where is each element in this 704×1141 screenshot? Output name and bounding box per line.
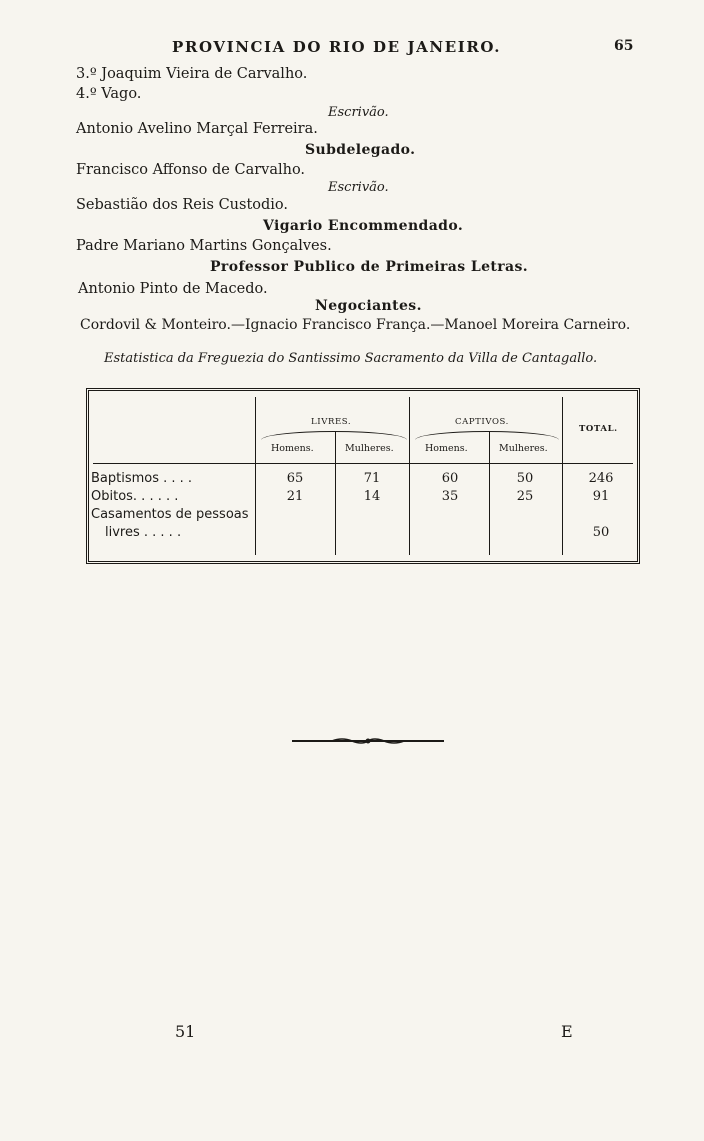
- section-heading: Negociantes.: [315, 298, 422, 314]
- text-line: Antonio Pinto de Macedo.: [78, 281, 268, 297]
- cell-value: 60: [441, 471, 459, 486]
- section-heading: Subdelegado.: [305, 142, 416, 158]
- header-mulheres: Mulheres.: [499, 443, 548, 454]
- text-line: 3.º Joaquim Vieira de Carvalho.: [76, 66, 308, 82]
- header-mulheres: Mulheres.: [345, 443, 394, 454]
- cell-value: 71: [363, 471, 381, 486]
- cell-value: 25: [516, 489, 534, 504]
- signature-number: 51: [175, 1022, 196, 1041]
- column-rule: [562, 397, 563, 555]
- statistics-table: [86, 388, 640, 564]
- cell-value: 35: [441, 489, 459, 504]
- text-line: Antonio Avelino Marçal Ferreira.: [76, 121, 318, 137]
- text-line: Sebastião dos Reis Custodio.: [76, 197, 289, 213]
- text-line: Padre Mariano Martins Gonçalves.: [76, 238, 332, 254]
- row-label: Obitos. . . . . .: [91, 489, 179, 504]
- header-livres: LIVRES.: [311, 417, 352, 427]
- section-heading: Professor Publico de Primeiras Letras.: [210, 259, 529, 275]
- text-line: Cordovil & Monteiro.—Ignacio Francisco França.—Manoel Moreira Carneiro.: [80, 317, 631, 333]
- header-homens: Homens.: [271, 443, 314, 454]
- cell-value: 65: [286, 471, 304, 486]
- column-rule: [489, 431, 490, 555]
- brace-livres: [261, 431, 407, 440]
- header-rule: [93, 463, 633, 464]
- brace-captivos: [415, 431, 559, 440]
- table-caption: Estatistica da Freguezia do Santissimo Sacramento da Villa de Cantagallo.: [104, 351, 598, 366]
- page-header: [0, 38, 704, 58]
- row-label: livres . . . . .: [105, 525, 182, 540]
- page-title: PROVINCIA DO RIO DE JANEIRO.: [172, 38, 502, 56]
- row-label: Baptismos . . . .: [91, 471, 193, 486]
- cell-total: 91: [592, 489, 610, 504]
- column-rule: [409, 397, 410, 555]
- page-number: 65: [614, 38, 634, 54]
- cell-value: 50: [516, 471, 534, 486]
- section-heading: Vigario Encommendado.: [263, 218, 464, 234]
- cell-total: 246: [588, 471, 614, 486]
- row-label: Casamentos de pessoas: [91, 507, 249, 522]
- cell-total: 50: [592, 525, 610, 540]
- section-heading: Escrivão.: [328, 180, 389, 195]
- header-homens: Homens.: [425, 443, 468, 454]
- signature-letter: E: [561, 1022, 573, 1041]
- header-captivos: CAPTIVOS.: [455, 417, 509, 427]
- column-rule: [255, 397, 256, 555]
- section-heading: Escrivão.: [328, 105, 389, 120]
- column-rule: [335, 431, 336, 555]
- header-total: TOTAL.: [579, 424, 618, 434]
- text-line: Francisco Affonso de Carvalho.: [76, 162, 306, 178]
- ornament-divider: [292, 737, 444, 745]
- cell-value: 14: [363, 489, 381, 504]
- cell-value: 21: [286, 489, 304, 504]
- text-line: 4.º Vago.: [76, 86, 142, 102]
